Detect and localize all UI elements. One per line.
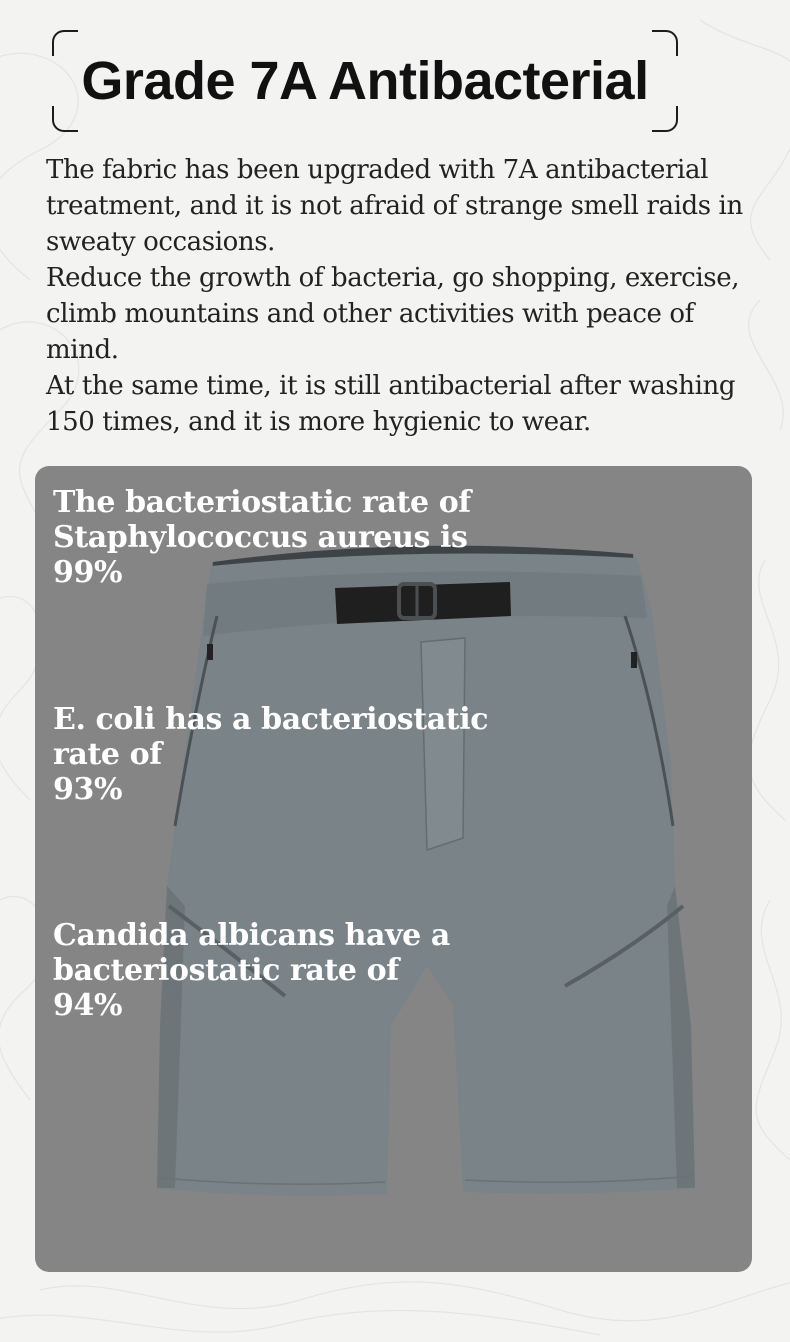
stat-value: 93% — [53, 772, 123, 807]
stat-label: The bacteriostatic rate of Staphylococcus aureus is — [53, 485, 471, 555]
description-paragraph-2: Reduce the growth of bacteria, go shopping, exercise, climb mountains and other activities with peace of mind. — [46, 263, 740, 365]
title-frame — [52, 30, 678, 132]
description-paragraph-1: The fabric has been upgraded with 7A antibacterial treatment, and it is not afraid of strange smell raids in sweaty occasions. — [46, 155, 743, 257]
stat-value: 94% — [53, 988, 123, 1023]
stat-value: 99% — [53, 555, 123, 590]
stat-staphylococcus — [53, 485, 523, 590]
feature-description — [46, 152, 766, 440]
description-paragraph-3: At the same time, it is still antibacterial after washing 150 times, and it is more hygienic to wear. — [46, 371, 736, 437]
stat-e-coli — [53, 702, 523, 807]
page-title: Grade 7A Antibacterial — [81, 51, 649, 111]
stat-label: Candida albicans have a bacteriostatic rate of — [53, 918, 450, 988]
stat-label: E. coli has a bacteriostatic rate of — [53, 702, 489, 772]
product-panel — [35, 466, 752, 1272]
stat-candida — [53, 918, 493, 1023]
